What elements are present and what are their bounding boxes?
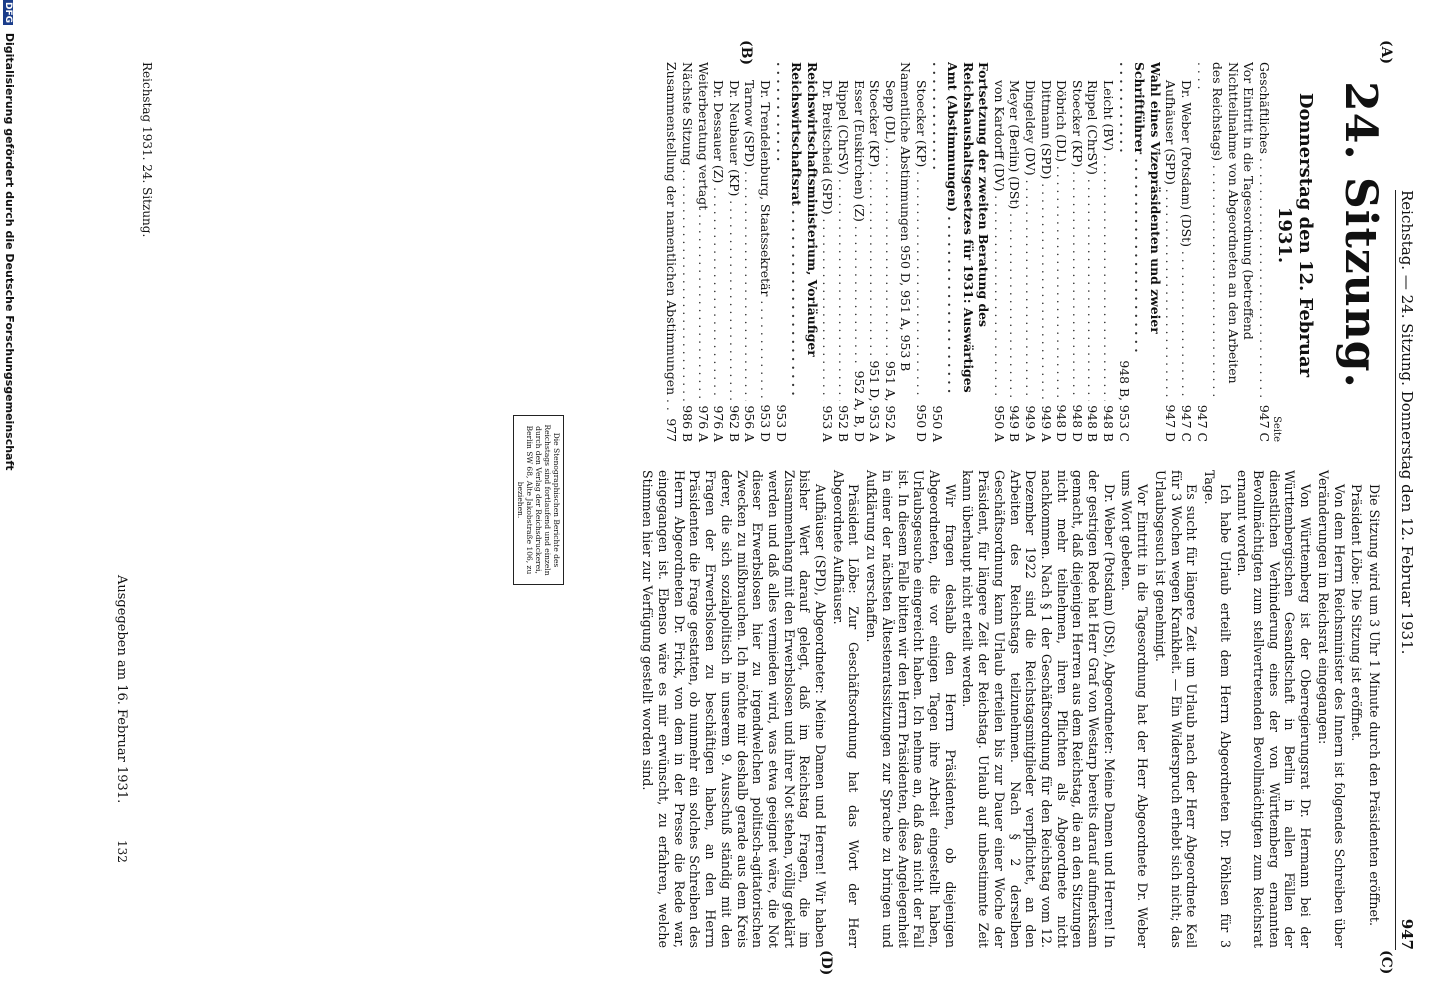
- body-paragraph: Von Württemberg ist der Oberregierungsrat Dr. Hermann bei der Württembergischen Gesandtschaft in Berlin in allen Fällen der dienstlichen Verhinderung eines der von Württemberg ernannten Bevollmächtigten zum stellvertretenden Bevollmächtigten zum Reichsrat ernannt worden.: [1235, 470, 1314, 948]
- toc-label: Rippel (ChrSV) . . .: [835, 62, 851, 401]
- toc-label: Stoecker (KP) . . .: [867, 62, 883, 357]
- toc-label: Stoecker (KP) . . .: [913, 62, 929, 400]
- toc-row: [1178, 62, 1194, 442]
- body-paragraph: Dr. Weber (Potsdam) (DSt), Abgeordneter: Meine Damen und Herren! In der gestrigen Rede hat Herr Graf von Westarp bereits darauf aufmerksam gemacht, daß diejenigen Herren aus dem Reichstag, die an den Sitzungen nicht mehr teilnehmen, ihren Pflichten als Abgeordnete nicht nachkommen. Nach § 1 der Geschäftsordnung für den Reichstag vom 12. Dezember 1922 sind die Reichstagsmitglieder verpflichtet, an den Arbeiten des Reichstags teilzunehmen. Nach § 2 derselben Geschäftsordnung kann Urlaub erteilen bis zur Dauer einer Woche der Präsident, für längere Zeit der Reichstag. Urlaub auf unbestimmte Zeit kann überhaupt nicht erteilt werden.: [960, 470, 1117, 948]
- toc-page: 949 A: [1038, 405, 1054, 442]
- table-of-contents: [664, 62, 1284, 442]
- running-head-title: Reichstag. — 24. Sitzung. Donnerstag den 12. Februar 1931.: [1398, 190, 1416, 655]
- footer-right: 132: [115, 840, 129, 863]
- toc-label: Esser (Euskirchen) (Z) . . .: [851, 62, 867, 367]
- toc-page: 952 A, B, D: [851, 370, 867, 442]
- dfg-logo-icon: DFG: [3, 2, 13, 24]
- toc-page: 953 A: [820, 405, 836, 442]
- toc-page: 956 A: [742, 405, 758, 442]
- marker-d: (D): [818, 950, 834, 976]
- toc-row: [726, 62, 742, 442]
- toc-row: [1023, 62, 1039, 442]
- credit-strip: [0, 0, 18, 1000]
- toc-label: Meyer (Berlin) (DSt) . . .: [1007, 62, 1023, 401]
- toc-page: 948 B: [1101, 405, 1117, 442]
- toc-label: Dr. Trendelenburg, Staatssekretär . . .: [757, 62, 773, 400]
- toc-row: [679, 62, 695, 442]
- toc-row: [820, 62, 836, 442]
- toc-label: Dittmann (SPD) . . .: [1038, 62, 1054, 401]
- toc-page: 976 A: [695, 405, 711, 442]
- body-paragraph: Die Sitzung wird um 3 Uhr 1 Minute durch den Präsidenten eröffnet.: [1367, 484, 1382, 926]
- toc-row: [929, 62, 991, 442]
- toc-label: Aufhäuser (SPD) . . .: [1163, 62, 1179, 400]
- body-paragraph: Es sucht für längere Zeit um Urlaub nach der Herr Abgeordnete Keil für 3 Wochen wegen Krankheit. — Ein Widerspruch erhebt sich nicht; das Urlaubsgesuch ist genehmigt.: [1152, 470, 1200, 948]
- toc-label: Dr. Dessauer (Z) . . .: [711, 62, 727, 401]
- toc-row: [991, 62, 1007, 442]
- toc-page: 948 D: [1054, 404, 1070, 442]
- toc-page: 947 C: [1179, 404, 1195, 442]
- toc-page: 947 C: [1257, 404, 1272, 442]
- toc-label: Fortsetzung der zweiten Beratung des Reichshaushaltsgesetzes für 1931: Auswärtiges Amt (Abstimmungen) . . .: [929, 62, 991, 401]
- toc-page: 962 B: [726, 405, 742, 442]
- toc-label: Rippel (ChrSV) . . .: [1085, 62, 1101, 401]
- toc-label: Tarnow (SPD) . . .: [742, 62, 758, 401]
- credit-text: Digitalisierung gefördert durch die Deutsche Forschungsgemeinschaft: [3, 32, 16, 471]
- toc-page: 948 B: [1085, 405, 1101, 442]
- footer-left: Reichstag 1931. 24. Sitzung.: [140, 62, 154, 238]
- toc-label: Geschäftliches . . .: [1256, 62, 1272, 401]
- toc-row: [1194, 62, 1256, 442]
- toc-label: Stoecker (KP) . . .: [1069, 62, 1085, 400]
- toc-page: 976 A: [711, 405, 727, 442]
- toc-row: [835, 62, 851, 442]
- toc-label: Wahl eines Vizepräsidenten und zweier Schriftführer . . .: [1116, 62, 1163, 356]
- toc-page: 953 D: [773, 404, 789, 442]
- toc-row: [773, 62, 820, 442]
- toc-row: [695, 62, 711, 442]
- toc-page: 950 A: [991, 405, 1007, 442]
- toc-label: Dr. Breitscheid (SPD) . . .: [820, 62, 836, 401]
- toc-page: 947 D: [1163, 404, 1179, 442]
- toc-page: 953 D: [758, 404, 773, 442]
- toc-row: [898, 62, 914, 442]
- toc-page: 986 B: [680, 405, 696, 442]
- toc-rows: [664, 62, 1272, 442]
- toc-row: [882, 62, 898, 442]
- toc-page: 951 D, 953 A: [867, 360, 883, 442]
- toc-label: Nächste Sitzung . . .: [679, 62, 695, 401]
- toc-label: von Kardorff (DV) . . .: [991, 62, 1007, 401]
- toc-row: [1007, 62, 1023, 442]
- toc-page: 949 A: [1023, 405, 1039, 442]
- toc-label: Zusammenstellung der namentlichen Abstimmungen . . .: [664, 62, 680, 414]
- toc-row: [851, 62, 867, 442]
- toc-row: [1100, 62, 1116, 442]
- toc-page: 948 B, 953 C: [1116, 360, 1132, 442]
- toc-label: Dr. Weber (Potsdam) (DSt) . . .: [1178, 62, 1194, 401]
- body-paragraph: Vor Eintritt in die Tagesordnung hat der Herr Abgeordnete Dr. Weber ums Wort gebeten.: [1119, 470, 1151, 948]
- toc-label: Vor Eintritt in die Tagesordnung (betreffend Nichtteilnahme von Abgeordneten an den Arbeiten des Reichstags) . . .: [1194, 62, 1256, 401]
- toc-page: 950 A: [929, 405, 945, 442]
- footer-issued: Ausgegeben am 16. Februar 1931.: [114, 575, 129, 804]
- toc-page: 951 A, 952 A: [882, 361, 898, 442]
- toc-page: 952 B: [835, 405, 851, 442]
- marker-b: (B): [738, 40, 754, 66]
- toc-label: Namentliche Abstimmungen 950 D, 951 A, 953 B: [898, 62, 914, 372]
- body-paragraph: Von dem Herrn Reichsminister des Innern ist folgendes Schreiben über Veränderungen im Reichsrat eingegangen:: [1315, 470, 1347, 948]
- body-paragraph: Wir fragen deshalb den Herrn Präsidenten, ob diejenigen Abgeordneten, die vor einigen Tagen ihre Arbeit eingestellt haben, Urlaubsgesuche eingereicht haben. Ich nehme an, daß das nicht der Fall ist. In diesem Falle bitten wir den Herrn Präsidenten, diese Angelegenheit in einer der nächsten Ältestenratssitzungen zur Sprache zu bringen und Aufklärung zu verschaffen.: [864, 470, 958, 948]
- toc-page: 950 D: [913, 404, 929, 442]
- toc-page: 947 C: [1194, 404, 1210, 442]
- toc-row: [867, 62, 883, 442]
- toc-label: Weiterberatung vertagt . . .: [695, 62, 711, 401]
- toc-row: [1163, 62, 1179, 442]
- toc-label: Reichswirtschaftsministerium, Vorläufiger Reichswirtschaftsrat . . .: [773, 62, 820, 400]
- toc-page: 948 D: [1069, 404, 1085, 442]
- text-column-right: [638, 470, 1382, 948]
- body-paragraph: Ich habe Urlaub erteilt dem Herrn Abgeordneten Dr. Pöhlsen für 3 Tage.: [1201, 470, 1233, 948]
- toc-row: [1256, 62, 1272, 442]
- body-paragraph: Präsident Löbe: Zur Geschäftsordnung hat das Wort der Herr Abgeordnete Aufhäuser.: [830, 470, 862, 948]
- toc-row: [757, 62, 773, 442]
- toc-row: [1054, 62, 1070, 442]
- toc-row: [1085, 62, 1101, 442]
- toc-row: [742, 62, 758, 442]
- toc-row: [664, 62, 680, 442]
- publisher-notice: Die Stenographischen Berichte des Reichstags sind fortlaufend und einzeln durch den Verlag der Reichsdruckerei, Berlin SW 68, Alte Jakobstraße 106, zu beziehen.: [513, 415, 564, 585]
- toc-row: [913, 62, 929, 442]
- session-date: Donnerstag den 12. Februar 1931.: [1274, 92, 1316, 378]
- page-number: 947: [1398, 918, 1416, 950]
- toc-label: Dingeldey (DV) . . .: [1023, 62, 1039, 401]
- toc-row: [1116, 62, 1163, 442]
- marker-c: (C): [1378, 950, 1394, 975]
- toc-label: Leicht (BV) . . .: [1100, 62, 1116, 401]
- marker-a: (A): [1378, 40, 1394, 65]
- toc-row: [711, 62, 727, 442]
- session-title: 24. Sitzung.: [1335, 81, 1386, 389]
- toc-page: 977: [664, 418, 680, 442]
- body-paragraph: Präsident Löbe: Die Sitzung ist eröffnet.: [1349, 484, 1365, 742]
- toc-row: [1038, 62, 1054, 442]
- toc-page: 949 B: [1007, 405, 1023, 442]
- toc-label: Dr. Neubauer (KP) . . .: [726, 62, 742, 401]
- body-paragraph: Aufhäuser (SPD), Abgeordneter: Meine Damen und Herren! Wir haben bisher Wert darauf gelegt, daß im Reichstag Fragen, die im Zusammenhang mit den Erwerbslosen und ihrer Not stehen, völlig geklärt werden und daß alles vermieden wird, was etwa geeignet wäre, die Not dieser Erwerbslosen hier zu irgendwelchen politisch-agitatorischen Zwecken zu mißbrauchen. Ich möchte mir deshalb gerade aus dem Kreis derer, die sich sozialpolitisch in unserem 9. Ausschuß ständig mit den Fragen der Erwerbslosen zu beschäftigen haben, an den Herrn Präsidenten die Frage gestatten, ob nunmehr ein solches Schreiben des Herrn Abgeordneten Dr. Frick, von dem in der Presse die Rede war, eingegangen ist. Ebenso wäre es mir erwünscht, zu erfahren, welche Stimmen hier zur Verfügung gestellt worden sind.: [640, 470, 829, 948]
- running-head: [1395, 190, 1416, 950]
- toc-row: [1069, 62, 1085, 442]
- toc-label: Döbrich (DL) . . .: [1054, 62, 1070, 400]
- toc-label: Sepp (DL) . . .: [882, 62, 898, 357]
- toc-page-header: Seite: [1271, 416, 1282, 442]
